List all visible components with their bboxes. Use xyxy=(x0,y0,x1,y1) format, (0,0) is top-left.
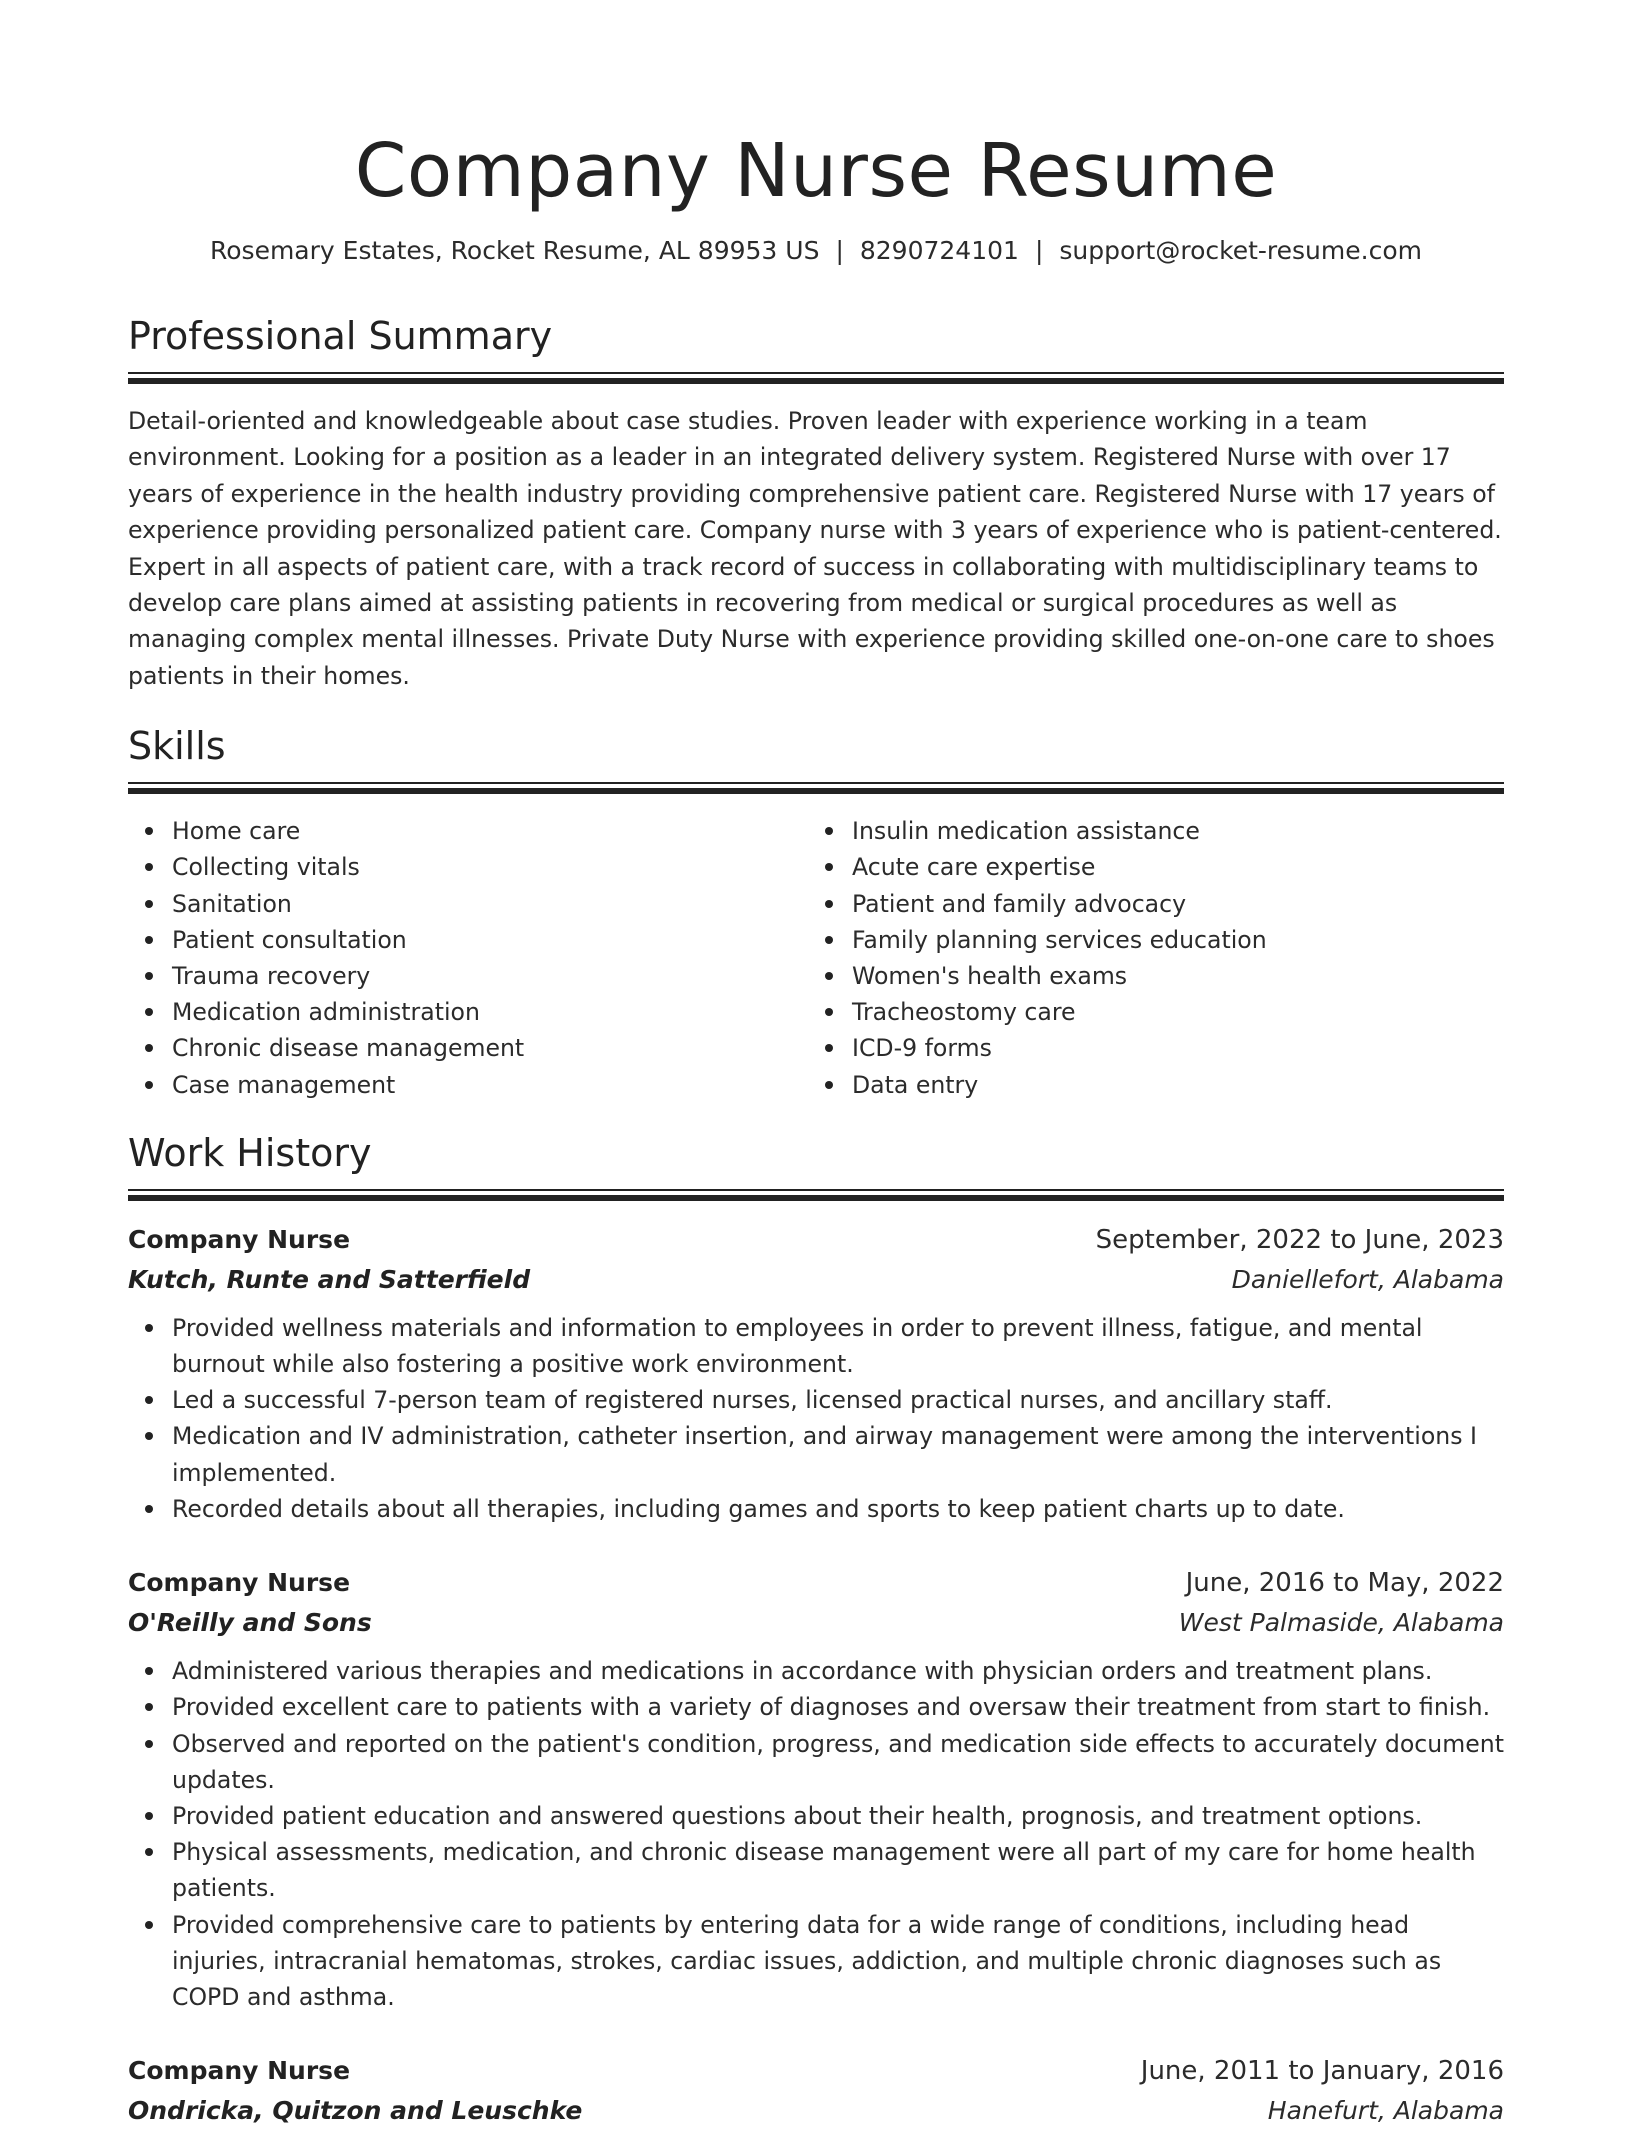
job-entry xyxy=(128,1563,1504,2015)
skill-item: Home care xyxy=(172,813,806,849)
job-duty: Led a successful 7-person team of registered nurses, licensed practical nurses, and ancillary staff. xyxy=(172,1382,1504,1418)
job-duty: Provided excellent care to patients with a variety of diagnoses and oversaw their treatment from start to finish. xyxy=(172,1689,1504,1725)
section-divider xyxy=(128,782,1504,793)
job-duties xyxy=(128,1310,1504,1527)
skill-item: Sanitation xyxy=(172,886,806,922)
skill-item: Patient consultation xyxy=(172,922,806,958)
job-duty: Provided patient education and answered questions about their health, prognosis, and treatment options. xyxy=(172,1798,1504,1834)
job-duties xyxy=(128,1653,1504,2015)
skill-item: Trauma recovery xyxy=(172,958,806,994)
section-title-summary: Professional Summary xyxy=(128,314,553,358)
skill-item: Family planning services education xyxy=(852,922,1486,958)
section-divider xyxy=(128,372,1504,383)
skill-item: Patient and family advocacy xyxy=(852,886,1486,922)
skill-item: Case management xyxy=(172,1067,806,1103)
resume-title: Company Nurse Resume xyxy=(354,128,1278,214)
skill-item: Insulin medication assistance xyxy=(852,813,1486,849)
resume-page xyxy=(128,0,1504,2131)
contact-separator: | xyxy=(835,236,844,265)
job-entry xyxy=(128,2051,1504,2131)
job-duty: Observed and reported on the patient's condition, progress, and medication side effects to accurately document updates. xyxy=(172,1726,1504,1798)
job-dates: June, 2011 to January, 2016 xyxy=(1140,2056,1504,2087)
job-company: O'Reilly and Sons xyxy=(128,1608,372,1638)
skills-column-left xyxy=(128,813,806,1103)
job-dates: September, 2022 to June, 2023 xyxy=(1095,1224,1504,1255)
job-duty: Physical assessments, medication, and chronic disease management were all part of my care for home health patients. xyxy=(172,1834,1504,1906)
section-title-skills: Skills xyxy=(128,724,226,769)
skill-item: Chronic disease management xyxy=(172,1030,806,1066)
contact-line xyxy=(128,234,1504,268)
job-location: Daniellefort, Alabama xyxy=(1231,1264,1504,1294)
skill-item: Tracheostomy care xyxy=(852,994,1486,1030)
skill-item: ICD-9 forms xyxy=(852,1030,1486,1066)
job-company: Ondricka, Quitzon and Leuschke xyxy=(128,2096,583,2126)
job-company: Kutch, Runte and Satterfield xyxy=(128,1264,531,1294)
skills-list xyxy=(128,813,1504,1103)
skill-item: Acute care expertise xyxy=(852,849,1486,885)
job-entry xyxy=(128,1220,1504,1527)
contact-address: Rosemary Estates, Rocket Resume, AL 89953 US xyxy=(210,236,820,265)
job-title: Company Nurse xyxy=(128,1224,351,1254)
contact-email[interactable]: support@rocket-resume.com xyxy=(1059,236,1422,265)
job-location: Hanefurt, Alabama xyxy=(1267,2096,1504,2126)
section-title-work-history: Work History xyxy=(128,1130,372,1175)
section-divider xyxy=(128,1189,1504,1200)
job-duty: Recorded details about all therapies, including games and sports to keep patient charts up to date. xyxy=(172,1491,1504,1527)
job-duty: Medication and IV administration, catheter insertion, and airway management were among the interventions I implemented. xyxy=(172,1418,1504,1490)
job-duty: Provided wellness materials and information to employees in order to prevent illness, fatigue, and mental burnout while also fostering a positive work environment. xyxy=(172,1310,1504,1382)
job-duty: Provided comprehensive care to patients by entering data for a wide range of conditions, including head injuries, intracranial hematomas, strokes, cardiac issues, addiction, and multiple chronic diagnoses such as COPD and asthma. xyxy=(172,1907,1504,2016)
job-dates: June, 2016 to May, 2022 xyxy=(1185,1568,1504,1599)
summary-text: Detail-oriented and knowledgeable about case studies. Proven leader with experience working in a team environment. Looking for a position as a leader in an integrated delivery system. Registered Nurse with over 17 years of experience in the health industry providing comprehensive patient care. Registered Nurse with 17 years of experience providing personalized patient care. Company nurse with 3 years of experience who is patient-centered. Expert in all aspects of patient care, with a track record of success in collaborating with multidisciplinary teams to develop care plans aimed at assisting patients in recovering from medical or surgical procedures as well as managing complex mental illnesses. Private Duty Nurse with experience providing skilled one-on-one care to shoes patients in their homes. xyxy=(128,407,1502,690)
contact-separator: | xyxy=(1034,236,1044,265)
skill-item: Medication administration xyxy=(172,994,806,1030)
skill-item: Women's health exams xyxy=(852,958,1486,994)
job-duty: Administered various therapies and medications in accordance with physician orders and treatment plans. xyxy=(172,1653,1504,1689)
job-title: Company Nurse xyxy=(128,2056,351,2086)
contact-phone: 8290724101 xyxy=(859,236,1019,265)
job-location: West Palmaside, Alabama xyxy=(1178,1608,1504,1638)
skill-item: Data entry xyxy=(852,1067,1486,1103)
skills-column-right xyxy=(806,813,1486,1103)
skill-item: Collecting vitals xyxy=(172,849,806,885)
job-title: Company Nurse xyxy=(128,1568,351,1598)
